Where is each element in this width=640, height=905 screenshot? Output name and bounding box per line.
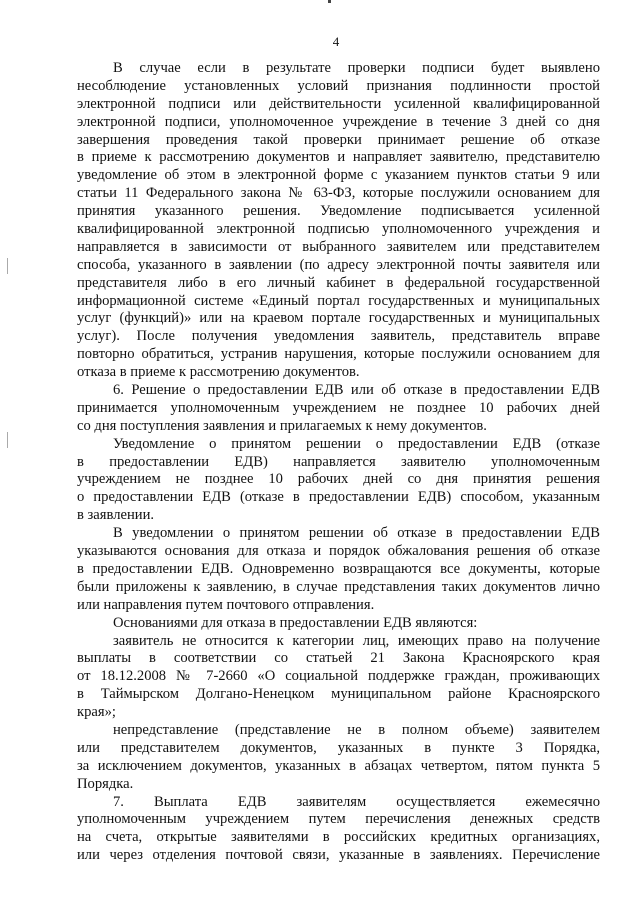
text-line: учреждением не позднее 10 рабочих дней со дня принятия решения [77, 471, 600, 488]
text-line: уполномоченным учреждением путем перечисления денежных средств [77, 811, 600, 828]
text-line: отказа в приеме к рассмотрению документов. [77, 364, 360, 381]
paragraph-p1 [77, 60, 600, 382]
text-line: непредставление (представление не в полном объеме) заявителем [113, 721, 600, 738]
text-line: завершения проведения такой проверки принимает решение об отказе [77, 131, 600, 148]
text-line: в предоставлении ЕДВ) направляется заявителю уполномоченным [77, 453, 600, 470]
paragraph-p8 [77, 794, 600, 866]
text-line: уведомление об этом в электронной форме с указанием пунктов статьи 9 или [77, 167, 600, 184]
text-line: Порядка. [77, 775, 134, 792]
text-line: электронной подписи или действительности усиленной квалифицированной [77, 95, 600, 112]
text-line: Основаниями для отказа в предоставлении ЕДВ являются: [113, 614, 478, 631]
text-line: принимается уполномоченным учреждением не позднее 10 рабочих дней [77, 399, 600, 416]
text-line: В случае если в результате проверки подписи будет выявлено [113, 60, 600, 76]
text-line: выплаты в соответствии со статьей 21 Закона Красноярского края [77, 650, 600, 667]
text-line: Уведомление о принятом решении о предоставлении ЕДВ (отказе [113, 435, 600, 452]
text-line: квалифицированной электронной подписью уполномоченного учреждения и [77, 221, 600, 238]
text-line: услуг). После получения уведомления заявитель, представитель вправе [77, 328, 600, 345]
page-number: 4 [332, 34, 340, 49]
paragraph-p6 [77, 633, 600, 722]
text-line: информационной системе «Единый портал государственных и муниципальных [77, 292, 600, 309]
scan-margin-artifact [7, 258, 8, 274]
text-line: указываются основания для отказа и порядок обжалования решения об отказе [77, 543, 600, 560]
text-line: 7. Выплата ЕДВ заявителям осуществляется ежемесячно [113, 793, 600, 810]
text-line: электронной подписи, уполномоченное учреждение в течение 3 дней со дня [77, 113, 600, 130]
text-line: на счета, открытые заявителями в российских кредитных организациях, [77, 829, 600, 846]
scan-mark [328, 0, 331, 3]
text-line: принятия указанного решения. Уведомление подписывается усиленной [77, 203, 600, 220]
paragraph-p7 [77, 722, 600, 794]
text-line: несоблюдение установленных условий признания подлинности простой [77, 77, 600, 94]
paragraph-p2 [77, 382, 600, 436]
paragraph-p5 [77, 615, 600, 633]
text-line: повторно обратиться, устранив нарушения, которые послужили основанием для [77, 346, 600, 363]
text-line: или направления путем почтового отправления. [77, 596, 375, 613]
text-line: статьи 11 Федерального закона № 63-ФЗ, которые послужили основанием для [77, 185, 600, 202]
text-line: от 18.12.2008 № 7-2660 «О социальной поддержке граждан, проживающих [77, 668, 600, 685]
text-line: со дня поступления заявления и прилагаемых к нему документов. [77, 417, 487, 434]
text-line: представителя либо в его личный кабинет в федеральной государственной [77, 274, 600, 291]
text-line: заявитель не относится к категории лиц, имеющих право на получение [113, 632, 600, 649]
scan-margin-artifact [7, 432, 8, 448]
text-line: в предоставлении ЕДВ. Одновременно возвращаются все документы, которые [77, 560, 600, 577]
text-line: в заявлении. [77, 507, 155, 524]
paragraph-p3 [77, 436, 600, 525]
text-line: о предоставлении ЕДВ (отказе в предоставлении ЕДВ) способом, указанным [77, 489, 600, 506]
text-line: или представителем документов, указанных в пункте 3 Порядка, [77, 739, 600, 756]
text-line: или через отделения почтовой связи, указанные в заявлениях. Перечисление [77, 847, 600, 864]
text-line: услуг (функций)» или на краевом портале государственных и муниципальных [77, 310, 600, 327]
text-line: направляется в зависимости от выбранного заявителем или представителем [77, 238, 600, 255]
text-line: В уведомлении о принятом решении об отказе в предоставлении ЕДВ [113, 525, 600, 542]
text-line: за исключением документов, указанных в абзацах четвертом, пятом пункта 5 [77, 757, 600, 774]
text-line: были приложены к заявлению, в случае представления таких документов лично [77, 578, 600, 595]
text-line: в приеме к рассмотрению документов и направляет заявителю, представителю [77, 149, 600, 166]
text-line: способа, указанного в заявлении (по адресу электронной почты заявителя или [77, 256, 600, 273]
text-line: края»; [77, 704, 116, 721]
paragraph-p4 [77, 525, 600, 614]
text-line: в Таймырском Долгано-Ненецком муниципальном районе Красноярского [77, 686, 600, 703]
document-body [77, 60, 600, 865]
text-line: 6. Решение о предоставлении ЕДВ или об отказе в предоставлении ЕДВ [113, 382, 600, 399]
